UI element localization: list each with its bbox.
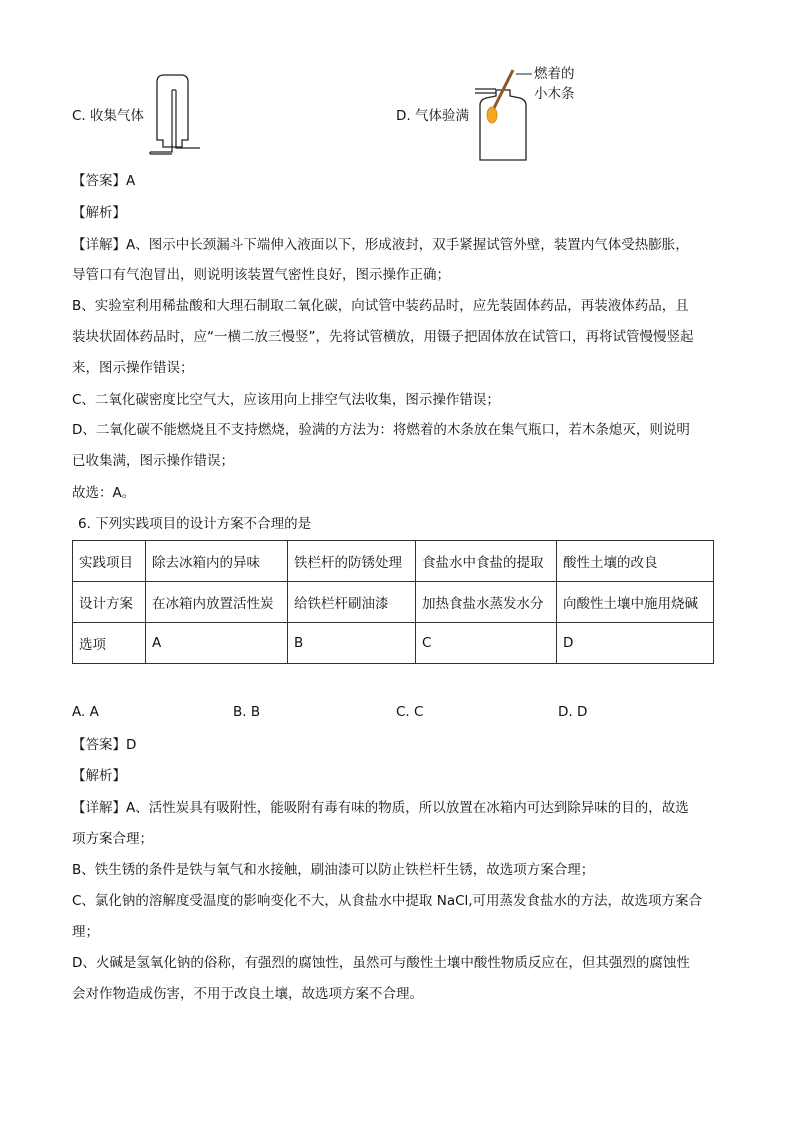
choice-d: D. D [558, 704, 588, 720]
table-cell: 在冰箱内放置活性炭 [146, 582, 288, 623]
q6-detail-line: 会对作物造成伤害，不用于改良土壤，故选项方案不合理。 [72, 986, 423, 1002]
table-cell: 给铁栏杆刷油漆 [288, 582, 416, 623]
callout-label-2: 小木条 [534, 86, 575, 102]
q5-detail-line: 来，图示操作错误； [72, 360, 194, 376]
q5-detail-line: C、二氧化碳密度比空气大，应该用向上排空气法收集，图示操作错误； [72, 392, 500, 408]
q6-detail-line: 项方案合理； [72, 831, 153, 847]
choice-c: C. C [396, 704, 424, 720]
q5-detail-line: B、实验室利用稀盐酸和大理石制取二氧化碳，向试管中装药品时，应先装固体药品，再装液体药品，且 [72, 298, 689, 314]
q6-detail-line: 【详解】A、活性炭具有吸附性，能吸附有毒有味的物质，所以放置在冰箱内可达到除异味的目的，故选 [72, 800, 689, 816]
table-cell: 酸性土壤的改良 [557, 541, 714, 582]
design-plan-table [72, 540, 714, 664]
table-cell: 设计方案 [73, 582, 146, 623]
table-cell: 除去冰箱内的异味 [146, 541, 288, 582]
q6-analysis-heading: 【解析】 [72, 768, 126, 784]
gas-collection-diagram [145, 70, 205, 160]
q6-detail-line: B、铁生锈的条件是铁与氧气和水接触，刷油漆可以防止铁栏杆生锈，故选项方案合理； [72, 862, 595, 878]
option-c-label: C. 收集气体 [72, 108, 145, 124]
option-d-label: D. 气体验满 [396, 108, 469, 124]
table-cell: A [146, 623, 288, 664]
table-row [73, 541, 714, 582]
table-cell: C [416, 623, 557, 664]
callout-label-1: 燃着的 [534, 66, 575, 82]
flame-icon [487, 107, 497, 123]
q5-detail-line: 装块状固体药品时，应“一横二放三慢竖”，先将试管横放，用镊子把固体放在试管口，再将试管慢慢竖起 [72, 329, 694, 345]
table-row [73, 623, 714, 664]
q5-detail-line: D、二氧化碳不能燃烧且不支持燃烧，验满的方法为：将燃着的木条放在集气瓶口，若木条熄灭，则说明 [72, 422, 690, 438]
q6-question: 6. 下列实践项目的设计方案不合理的是 [78, 516, 312, 532]
choice-b: B. B [233, 704, 261, 720]
q5-answer: 【答案】A [72, 173, 136, 189]
q6-answer: 【答案】D [72, 737, 137, 753]
table-cell: 加热食盐水蒸发水分 [416, 582, 557, 623]
q5-detail-line: 导管口有气泡冒出，则说明该装置气密性良好，图示操作正确； [72, 267, 450, 283]
table-cell: 选项 [73, 623, 146, 664]
q5-detail-line: 【详解】A、图示中长颈漏斗下端伸入液面以下，形成液封，双手紧握试管外壁，装置内气体受热膨胀， [72, 237, 689, 253]
table-cell: 铁栏杆的防锈处理 [288, 541, 416, 582]
q6-detail-line: 理； [72, 924, 99, 940]
q5-analysis-heading: 【解析】 [72, 205, 126, 221]
table-cell: 食盐水中食盐的提取 [416, 541, 557, 582]
q6-detail-line: C、氯化钠的溶解度受温度的影响变化不大，从食盐水中提取 NaCl,可用蒸发食盐水的方法，故选项方案合 [72, 893, 703, 909]
table-cell: D [557, 623, 714, 664]
q5-detail-line: 已收集满，图示操作错误； [72, 453, 234, 469]
table-row [73, 582, 714, 623]
table-cell: 向酸性土壤中施用烧碱 [557, 582, 714, 623]
q5-detail-line: 故选：A。 [72, 485, 136, 501]
table-cell: 实践项目 [73, 541, 146, 582]
q6-detail-line: D、火碱是氢氧化钠的俗称，有强烈的腐蚀性，虽然可与酸性土壤中酸性物质反应在，但其强烈的腐蚀性 [72, 955, 690, 971]
table-cell: B [288, 623, 416, 664]
choice-a: A. A [72, 704, 99, 720]
